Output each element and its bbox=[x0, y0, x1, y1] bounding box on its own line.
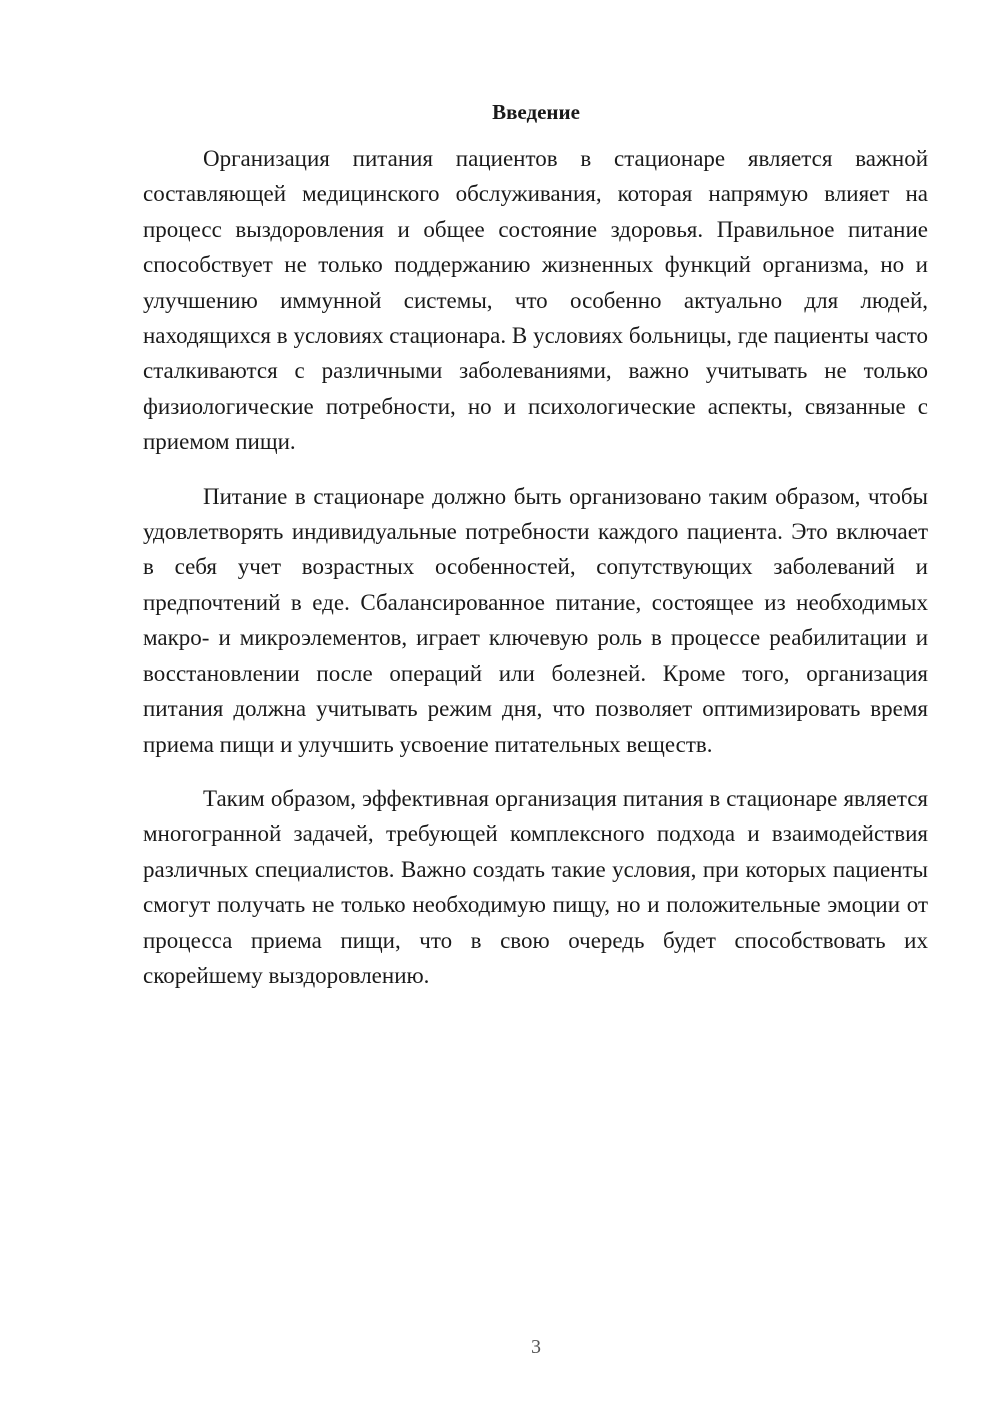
body-text bbox=[143, 141, 928, 1012]
page-number: 3 bbox=[531, 1336, 541, 1358]
paragraph-2: Питание в стационаре должно быть организовано таким образом, чтобы удовлетворять индивидуальные потребности каждого пациента. Это включает в себя учет возрастных особенностей, сопутствующих заболеваний и предпочтений в еде. Сбалансированное питание, состоящее из необходимых макро- и микроэлементов, играет ключевую роль в процессе реабилитации и восстановлении после операций или болезней. Кроме того, организация питания должна учитывать режим дня, что позволяет оптимизировать время приема пищи и улучшить усвоение питательных веществ. bbox=[143, 483, 928, 757]
paragraph-3: Таким образом, эффективная организация питания в стационаре является многогранной задачей, требующей комплексного подхода и взаимодействия различных специалистов. Важно создать такие условия, при которых пациенты смогут получать не только необходимую пищу, но и положительные эмоции от процесса приема пищи, что в свою очередь будет способствовать их скорейшему выздоровлению. bbox=[143, 785, 928, 988]
paragraph-1: Организация питания пациентов в стационаре является важной составляющей медицинского обслуживания, которая напрямую влияет на процесс выздоровления и общее состояние здоровья. Правильное питание способствует не только поддержанию жизненных функций организма, но и улучшению иммунной системы, что особенно актуально для людей, находящихся в условиях стационара. В условиях больницы, где пациенты часто сталкиваются с различными заболеваниями, важно учитывать не только физиологические потребности, но и психологические аспекты, связанные с приемом пищи. bbox=[143, 146, 928, 455]
section-heading: Введение bbox=[492, 100, 580, 124]
